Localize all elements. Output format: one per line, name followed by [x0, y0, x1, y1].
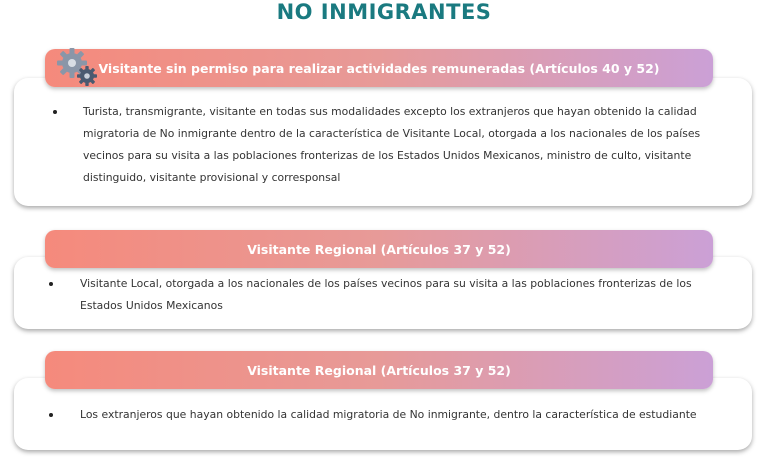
section-text-1: Turista, transmigrante, visitante en todas sus modalidades excepto los extranjeros que hayan obtenido la calidad migratoria de No inmigrante dentro de la característica de Visitante Local, otorgada a los nacionales de los países vecinos para su visita a las poblaciones fronterizas de los Estados Unidos Mexicanos, ministro de culto, visitante distinguido, visitante provisional y corresponsal: [83, 105, 701, 184]
bullet: [53, 110, 57, 114]
section-header-label: Visitante Regional (Artículos 37 y 52): [247, 362, 511, 378]
section-text-2: Visitante Local, otorgada a los nacionales de los países vecinos para su visita a las poblaciones fronterizas de los Estados Unidos Mexicanos: [80, 277, 692, 312]
section-header-label: Visitante sin permiso para realizar actividades remuneradas (Artículos 40 y 52): [98, 60, 660, 76]
section-text-3: Los extranjeros que hayan obtenido la calidad migratoria de No inmigrante, dentro la característica de estudiante: [80, 408, 697, 421]
section-header-1: [45, 49, 713, 87]
bullet: [49, 282, 53, 286]
section-header-3: [45, 351, 713, 389]
bullet: [49, 413, 53, 417]
section-header-2: [45, 230, 713, 268]
page-title: NO INMIGRANTES: [276, 0, 492, 24]
gears-icon: [56, 47, 100, 89]
section-header-label: Visitante Regional (Artículos 37 y 52): [247, 241, 511, 257]
